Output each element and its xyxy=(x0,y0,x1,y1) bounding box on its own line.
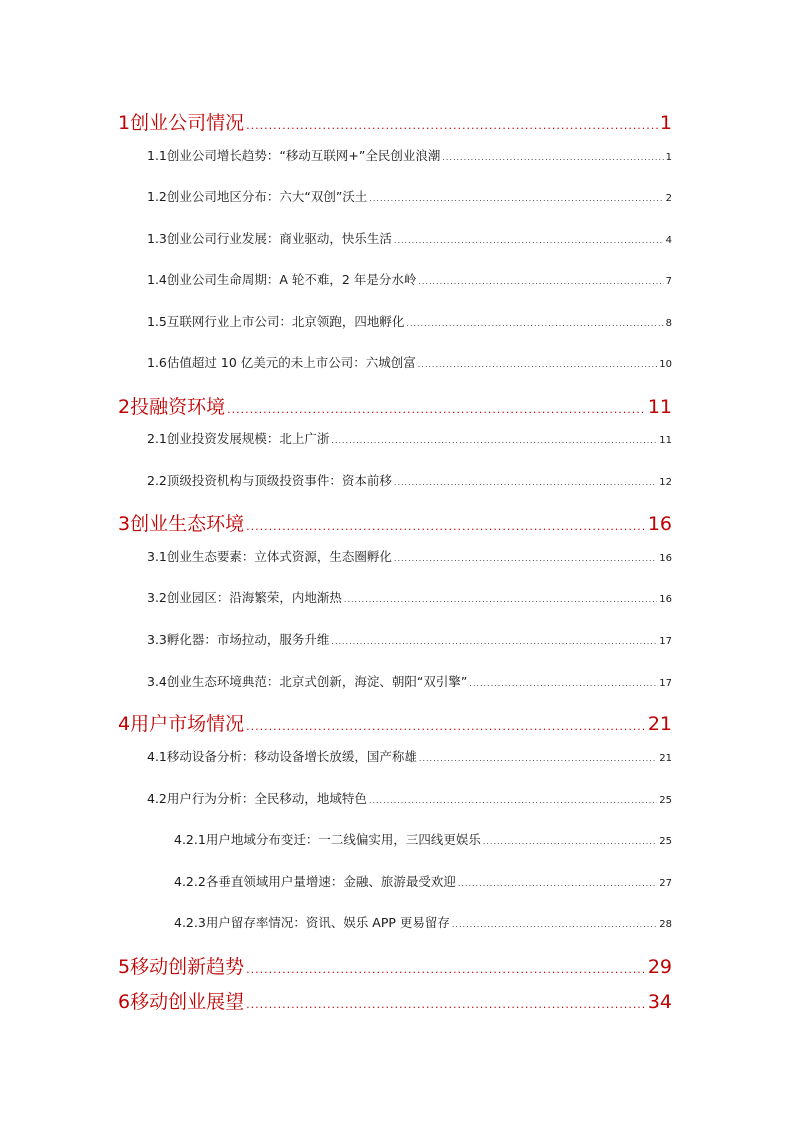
toc-entry-3[interactable] xyxy=(118,509,672,536)
toc-page: 16 xyxy=(647,513,672,535)
toc-leader xyxy=(442,153,663,162)
toc-page: 2 xyxy=(665,193,672,204)
toc-entry-1-1[interactable] xyxy=(147,146,672,164)
toc-number: 3.3 xyxy=(147,632,167,647)
toc-page: 17 xyxy=(659,636,672,647)
toc-title: 创业公司生命周期：A 轮不难，2 年是分水岭 xyxy=(166,272,417,287)
toc-title: 各垂直领域用户量增速：金融、旅游最受欢迎 xyxy=(205,874,456,889)
toc-number: 5 xyxy=(118,956,131,978)
toc-entry-1-5[interactable] xyxy=(147,312,672,330)
toc-leader xyxy=(452,920,657,929)
toc-entry-4-2-2[interactable] xyxy=(174,872,672,890)
toc-number: 4.2.3 xyxy=(174,915,206,930)
toc-title: 创业投资发展规模：北上广浙 xyxy=(166,431,330,446)
toc-number: 4.2.2 xyxy=(174,874,206,889)
toc-number: 1.5 xyxy=(147,314,167,329)
toc-title: 移动设备分析：移动设备增长放缓，国产称雄 xyxy=(166,749,417,764)
toc-title: 用户地域分布变迁：一二线偏实用，三四线更娱乐 xyxy=(205,832,481,847)
toc-page: 16 xyxy=(659,553,672,564)
toc-page: 10 xyxy=(659,359,672,370)
toc-leader xyxy=(483,837,657,846)
toc-entry-2[interactable] xyxy=(118,392,672,419)
toc-leader xyxy=(246,963,646,976)
toc-title: 创业公司行业发展：商业驱动，快乐生活 xyxy=(166,231,392,246)
toc-entry-4-2-1[interactable] xyxy=(174,830,672,848)
toc-page: 16 xyxy=(659,594,672,605)
toc-page: 29 xyxy=(647,956,672,978)
toc-title: 创业生态要素：立体式资源，生态圈孵化 xyxy=(166,549,392,564)
toc-number: 4.1 xyxy=(147,749,167,764)
toc-title: 移动创新趋势 xyxy=(130,956,245,978)
toc-entry-1-6[interactable] xyxy=(147,353,672,371)
toc-number: 2.2 xyxy=(147,473,167,488)
toc-title: 用户行为分析：全民移动，地域特色 xyxy=(166,791,367,806)
toc-number: 2 xyxy=(118,396,131,418)
toc-number: 1.2 xyxy=(147,189,167,204)
toc-page: 8 xyxy=(665,318,672,329)
toc-title: 创业生态环境 xyxy=(130,513,245,535)
toc-number: 6 xyxy=(118,991,131,1013)
toc-title: 估值超过 10 亿美元的未上市公司：六城创富 xyxy=(166,355,416,370)
toc-leader xyxy=(458,879,657,888)
toc-page: 1 xyxy=(665,152,672,163)
toc-number: 3.4 xyxy=(147,674,167,689)
toc-title: 移动创业展望 xyxy=(130,991,245,1013)
toc-leader xyxy=(331,436,657,445)
toc-entry-5[interactable] xyxy=(118,952,672,979)
toc-title: 创业公司地区分布：六大“双创”沃土 xyxy=(166,189,368,204)
toc-leader xyxy=(246,720,646,733)
toc-leader xyxy=(419,754,657,763)
toc-number: 3.1 xyxy=(147,549,167,564)
toc-page: 11 xyxy=(659,435,672,446)
toc-leader xyxy=(344,595,657,604)
toc-entry-4[interactable] xyxy=(118,709,672,736)
toc-page: 21 xyxy=(659,753,672,764)
toc-page: 7 xyxy=(665,276,672,287)
toc-page: 12 xyxy=(659,477,672,488)
toc-page: 11 xyxy=(647,396,672,418)
toc-title: 互联网行业上市公司：北京领跑，四地孵化 xyxy=(166,314,405,329)
toc-leader xyxy=(369,194,663,203)
toc-page: 4 xyxy=(665,235,672,246)
toc-entry-2-1[interactable] xyxy=(147,429,672,447)
toc-leader xyxy=(394,236,664,245)
toc-leader xyxy=(227,403,646,416)
toc-page: 25 xyxy=(659,795,672,806)
toc-entry-1[interactable] xyxy=(118,108,672,135)
toc-title: 创业公司增长趋势：“移动互联网+”全民创业浪潮 xyxy=(166,148,441,163)
toc-entry-1-4[interactable] xyxy=(147,270,672,288)
toc-number: 4.2 xyxy=(147,791,167,806)
toc-entry-1-2[interactable] xyxy=(147,187,672,205)
toc-entry-6[interactable] xyxy=(118,987,672,1014)
toc-entry-4-1[interactable] xyxy=(147,747,672,765)
toc-title: 用户留存率情况：资讯、娱乐 APP 更易留存 xyxy=(205,915,450,930)
toc-page: 1 xyxy=(659,112,672,134)
toc-number: 4 xyxy=(118,713,131,735)
toc-leader xyxy=(394,554,657,563)
toc-number: 3.2 xyxy=(147,590,167,605)
toc-number: 1.4 xyxy=(147,272,167,287)
toc-leader xyxy=(369,796,657,805)
toc-leader xyxy=(418,360,658,369)
toc-entry-3-1[interactable] xyxy=(147,547,672,565)
toc-entry-2-2[interactable] xyxy=(147,471,672,489)
toc-title: 创业生态环境典范：北京式创新，海淀、朝阳“双引擎” xyxy=(166,674,468,689)
toc-title: 用户市场情况 xyxy=(130,713,245,735)
toc-title: 创业园区：沿海繁荣，内地渐热 xyxy=(166,590,342,605)
toc-page: 25 xyxy=(659,836,672,847)
toc-number: 1 xyxy=(118,112,131,134)
toc-leader xyxy=(246,998,646,1011)
toc-number: 3 xyxy=(118,513,131,535)
toc-number: 4.2.1 xyxy=(174,832,206,847)
toc-number: 1.1 xyxy=(147,148,167,163)
toc-leader xyxy=(469,679,657,688)
toc-page: 34 xyxy=(647,991,672,1013)
toc-number: 2.1 xyxy=(147,431,167,446)
toc-title: 创业公司情况 xyxy=(130,112,245,134)
toc-leader xyxy=(394,478,657,487)
toc-title: 孵化器：市场拉动，服务升维 xyxy=(166,632,330,647)
toc-entry-4-2[interactable] xyxy=(147,789,672,807)
toc-page: 17 xyxy=(659,678,672,689)
toc-number: 1.3 xyxy=(147,231,167,246)
toc-entry-3-2[interactable] xyxy=(147,588,672,606)
toc-entry-3-3[interactable] xyxy=(147,630,672,648)
toc-number: 1.6 xyxy=(147,355,167,370)
toc-title: 顶级投资机构与顶级投资事件：资本前移 xyxy=(166,473,392,488)
toc-leader xyxy=(406,319,663,328)
toc-entry-4-2-3[interactable] xyxy=(174,913,672,931)
toc-entry-1-3[interactable] xyxy=(147,229,672,247)
toc-page: 28 xyxy=(659,919,672,930)
toc-leader xyxy=(246,520,646,533)
toc-entry-3-4[interactable] xyxy=(147,672,672,690)
toc-leader xyxy=(331,637,657,646)
toc-page: 21 xyxy=(647,713,672,735)
toc-page: 27 xyxy=(659,878,672,889)
toc-title: 投融资环境 xyxy=(130,396,226,418)
toc-leader xyxy=(418,277,663,286)
toc-leader xyxy=(246,119,658,132)
